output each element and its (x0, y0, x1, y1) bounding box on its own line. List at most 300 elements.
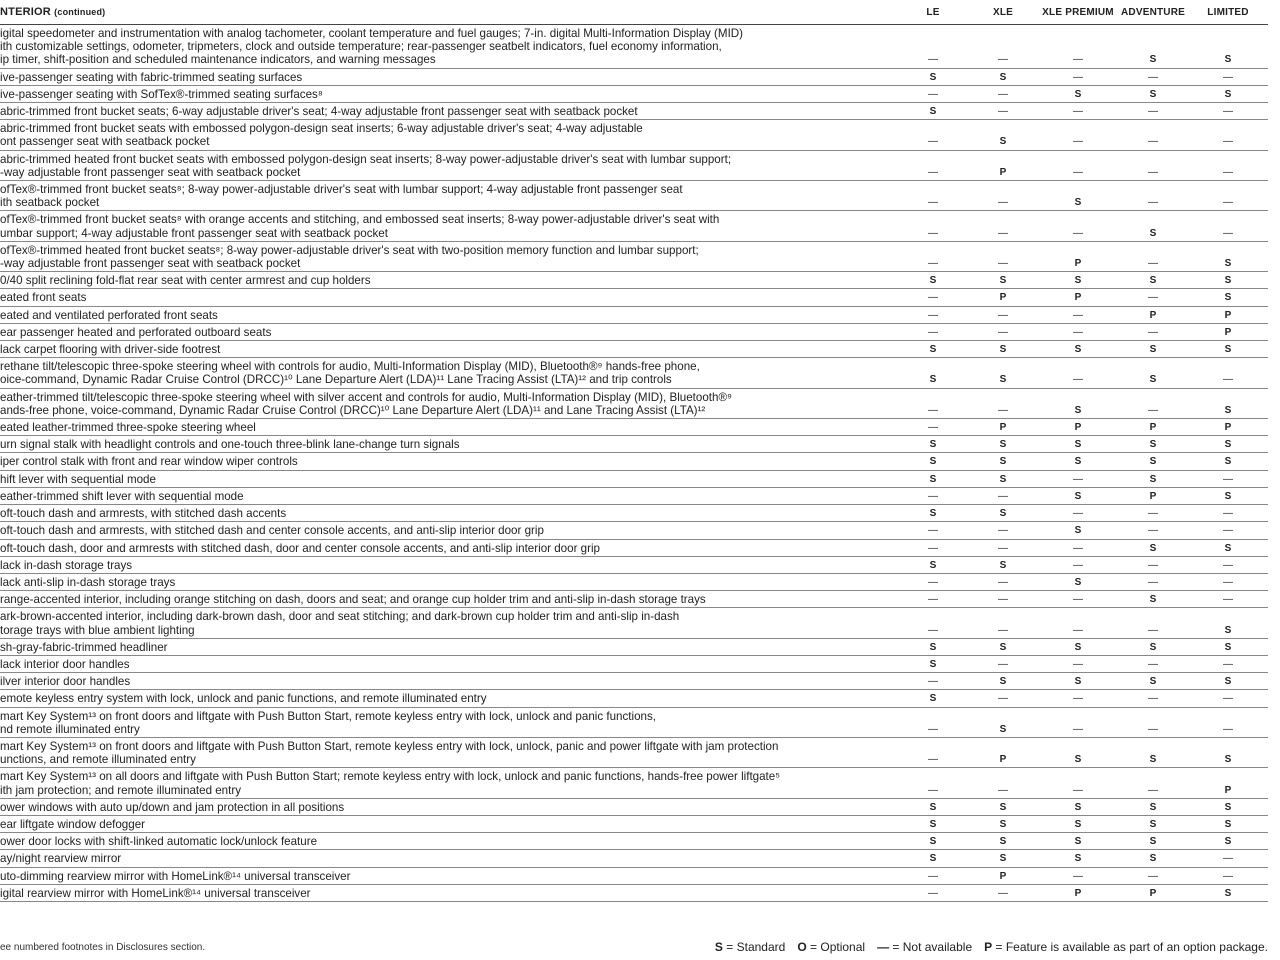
table-row (0, 419, 1268, 436)
availability-limited: S (1224, 292, 1232, 304)
feature-description: ay/night rearview mirror (0, 852, 122, 866)
availability-le: — (928, 326, 938, 338)
availability-xle: — (998, 404, 1008, 416)
availability-xle: — (998, 542, 1008, 554)
availability-le: S (929, 508, 937, 520)
availability-adventure: — (1148, 576, 1158, 588)
availability-xle: — (998, 784, 1008, 796)
legend-item-optional: O = Optional (797, 940, 866, 954)
availability-limited: — (1223, 106, 1233, 118)
availability-adventure: S (1149, 641, 1157, 653)
availability-xle: S (999, 559, 1007, 571)
availability-le: — (928, 754, 938, 766)
availability-le: — (928, 166, 938, 178)
availability-adventure: — (1148, 166, 1158, 178)
table-row (0, 341, 1268, 358)
availability-xle-premium: P (1074, 887, 1082, 899)
availability-adventure: S (1149, 227, 1157, 239)
availability-adventure: — (1148, 136, 1158, 148)
table-row (0, 540, 1268, 557)
availability-limited: — (1223, 473, 1233, 485)
availability-limited: S (1224, 887, 1232, 899)
availability-limited: — (1223, 853, 1233, 865)
feature-description: lack anti-slip in-dash storage trays (0, 575, 176, 589)
availability-limited: P (1224, 784, 1232, 796)
availability-adventure: — (1148, 292, 1158, 304)
availability-limited: P (1224, 422, 1232, 434)
feature-description: abric-trimmed heated front bucket seats with embossed polygon-design seat inserts; 8-way power-adjustable driver's seat with lumbar support; -way adjustable front passenger seat with seatback pocket (0, 152, 732, 179)
legend-item-not-available: — = Not available (877, 940, 973, 954)
availability-xle-premium: S (1074, 344, 1082, 356)
availability-xle-premium: S (1074, 456, 1082, 468)
availability-xle-premium: S (1074, 275, 1082, 287)
availability-adventure: S (1149, 88, 1157, 100)
table-row (0, 242, 1268, 272)
availability-xle-premium: — (1073, 594, 1083, 606)
availability-xle-premium: — (1073, 106, 1083, 118)
table-row (0, 389, 1268, 419)
table-row (0, 25, 1268, 69)
availability-le: S (929, 658, 937, 670)
availability-xle: — (998, 887, 1008, 899)
feature-description: range-accented interior, including orange stitching on dash, doors and seat; and orange cup holder trim and anti-slip in-dash storage trays (0, 593, 706, 607)
table-row (0, 69, 1268, 86)
table-row (0, 639, 1268, 656)
table-row (0, 307, 1268, 324)
availability-le: S (929, 439, 937, 451)
availability-adventure: S (1149, 456, 1157, 468)
table-row (0, 708, 1268, 738)
footnote-note: ee numbered footnotes in Disclosures section. (0, 941, 206, 953)
availability-xle: — (998, 258, 1008, 270)
availability-xle: S (999, 853, 1007, 865)
availability-xle-premium: S (1074, 490, 1082, 502)
feature-description: eather-trimmed shift lever with sequential mode (0, 489, 244, 503)
availability-adventure: — (1148, 197, 1158, 209)
availability-xle: S (999, 344, 1007, 356)
table-row (0, 272, 1268, 289)
feature-description: ower door locks with shift-linked automatic lock/unlock feature (0, 835, 318, 849)
table-row (0, 86, 1268, 103)
availability-limited: — (1223, 658, 1233, 670)
availability-le: — (928, 723, 938, 735)
availability-limited: — (1223, 71, 1233, 83)
table-header (0, 0, 1268, 25)
availability-xle-premium: — (1073, 309, 1083, 321)
availability-adventure: — (1148, 258, 1158, 270)
availability-le: S (929, 853, 937, 865)
feature-description: oft-touch dash and armrests, with stitched dash and center console accents, and anti-slip interior door grip (0, 524, 544, 538)
table-row (0, 816, 1268, 833)
availability-limited: — (1223, 525, 1233, 537)
feature-description: ilver interior door handles (0, 675, 131, 689)
availability-xle: S (999, 374, 1007, 386)
feature-description: mart Key System¹³ on front doors and liftgate with Push Button Start, remote keyless entry with lock, unlock, panic and power liftgate with jam protection unctions, and remote illuminated entry (0, 739, 779, 767)
table-row (0, 557, 1268, 574)
availability-xle-premium: — (1073, 508, 1083, 520)
availability-limited: S (1224, 490, 1232, 502)
availability-xle-premium: S (1074, 676, 1082, 688)
availability-xle-premium: P (1074, 422, 1082, 434)
table-row (0, 436, 1268, 453)
availability-xle-premium: — (1073, 166, 1083, 178)
section-title-text: NTERIOR (0, 6, 51, 18)
availability-limited: S (1224, 456, 1232, 468)
table-row (0, 885, 1268, 902)
availability-xle-premium: S (1074, 525, 1082, 537)
availability-xle: P (999, 166, 1007, 178)
table-row (0, 358, 1268, 388)
availability-le: — (928, 887, 938, 899)
availability-xle: S (999, 508, 1007, 520)
availability-adventure: S (1149, 473, 1157, 485)
availability-xle: S (999, 641, 1007, 653)
availability-le: — (928, 54, 938, 66)
availability-xle-premium: S (1074, 404, 1082, 416)
availability-limited: — (1223, 559, 1233, 571)
availability-xle: S (999, 818, 1007, 830)
availability-limited: — (1223, 166, 1233, 178)
feature-table-body (0, 25, 1268, 902)
availability-adventure: — (1148, 508, 1158, 520)
availability-xle-premium: S (1074, 641, 1082, 653)
availability-le: — (928, 490, 938, 502)
availability-xle-premium: — (1073, 326, 1083, 338)
availability-adventure: S (1149, 836, 1157, 848)
availability-limited: P (1224, 326, 1232, 338)
availability-adventure: P (1149, 422, 1157, 434)
table-row (0, 181, 1268, 211)
availability-le: — (928, 88, 938, 100)
availability-le: S (929, 473, 937, 485)
availability-xle-premium: P (1074, 258, 1082, 270)
availability-le: — (928, 292, 938, 304)
feature-description: eated front seats (0, 291, 87, 305)
availability-limited: — (1223, 693, 1233, 705)
availability-xle: — (998, 525, 1008, 537)
availability-le: — (928, 624, 938, 636)
table-row (0, 833, 1268, 850)
availability-xle: P (999, 422, 1007, 434)
availability-adventure: — (1148, 326, 1158, 338)
table-row (0, 471, 1268, 488)
availability-xle: — (998, 54, 1008, 66)
availability-le: — (928, 227, 938, 239)
legend-item-standard: S = Standard (714, 940, 786, 954)
availability-adventure: — (1148, 723, 1158, 735)
availability-limited: S (1224, 439, 1232, 451)
table-row (0, 768, 1268, 798)
availability-adventure: S (1149, 818, 1157, 830)
availability-adventure: S (1149, 344, 1157, 356)
availability-xle: P (999, 870, 1007, 882)
availability-xle-premium: S (1074, 754, 1082, 766)
legend-item-package: P = Feature is available as part of an option package. (984, 940, 1268, 954)
availability-adventure: — (1148, 525, 1158, 537)
availability-xle-premium: — (1073, 473, 1083, 485)
availability-xle: S (999, 473, 1007, 485)
availability-xle-premium: — (1073, 54, 1083, 66)
section-subtitle: (continued) (54, 7, 106, 17)
availability-le: — (928, 197, 938, 209)
availability-adventure: P (1149, 887, 1157, 899)
feature-description: igital rearview mirror with HomeLink®¹⁴ universal transceiver (0, 886, 311, 900)
availability-limited: — (1223, 870, 1233, 882)
feature-description: iper control stalk with front and rear window wiper controls (0, 455, 298, 469)
availability-le: S (929, 344, 937, 356)
availability-limited: S (1224, 624, 1232, 636)
footer (0, 938, 1268, 956)
availability-adventure: S (1149, 542, 1157, 554)
availability-adventure: — (1148, 870, 1158, 882)
section-title (0, 6, 898, 18)
availability-le: — (928, 576, 938, 588)
availability-xle: S (999, 275, 1007, 287)
availability-limited: — (1223, 374, 1233, 386)
availability-xle: — (998, 576, 1008, 588)
availability-xle-premium: — (1073, 71, 1083, 83)
availability-adventure: — (1148, 559, 1158, 571)
feature-description: oft-touch dash and armrests, with stitched dash accents (0, 507, 287, 521)
table-row (0, 574, 1268, 591)
availability-le: — (928, 870, 938, 882)
availability-adventure: — (1148, 106, 1158, 118)
availability-le: S (929, 106, 937, 118)
availability-limited: S (1224, 344, 1232, 356)
availability-le: S (929, 456, 937, 468)
availability-le: — (928, 136, 938, 148)
feature-description: eated leather-trimmed three-spoke steering wheel (0, 421, 256, 435)
column-header-limited: LIMITED (1207, 6, 1249, 18)
availability-adventure: S (1149, 676, 1157, 688)
table-row (0, 656, 1268, 673)
availability-xle-premium: — (1073, 693, 1083, 705)
availability-limited: S (1224, 754, 1232, 766)
table-row (0, 738, 1268, 768)
table-row (0, 690, 1268, 707)
availability-limited: S (1224, 641, 1232, 653)
feature-description: ofTex®-trimmed front bucket seats⁸; 8-way power-adjustable driver's seat with lumbar support; 4-way adjustable front passenger seat ith seatback pocket (0, 183, 683, 210)
availability-le: S (929, 559, 937, 571)
feature-description: rethane tilt/telescopic three-spoke steering wheel with controls for audio, Multi-Information Display (MID), Bluetooth®⁹ hands-free phone, oice-command, Dynamic Radar Cruise Control (DRCC)¹⁰ Lane Departure Alert (LDA)¹¹ Lane Tracing Assist (LTA)¹² and trip controls (0, 360, 700, 387)
availability-adventure: — (1148, 784, 1158, 796)
availability-adventure: S (1149, 853, 1157, 865)
availability-xle: S (999, 836, 1007, 848)
availability-le: S (929, 71, 937, 83)
table-row (0, 324, 1268, 341)
feature-description: lack interior door handles (0, 657, 130, 671)
availability-xle: — (998, 197, 1008, 209)
availability-le: — (928, 309, 938, 321)
availability-xle: S (999, 71, 1007, 83)
availability-xle-premium: S (1074, 853, 1082, 865)
availability-xle-premium: S (1074, 818, 1082, 830)
feature-description: abric-trimmed front bucket seats with embossed polygon-design seat inserts; 6-way adjustable driver's seat; 4-way adjustable ont passenger seat with seatback pocket (0, 122, 643, 149)
table-row (0, 591, 1268, 608)
table-row (0, 522, 1268, 539)
table-row (0, 505, 1268, 522)
availability-limited: S (1224, 818, 1232, 830)
availability-le: S (929, 801, 937, 813)
availability-xle-premium: — (1073, 374, 1083, 386)
legend (715, 940, 1268, 954)
table-row (0, 103, 1268, 120)
availability-xle: S (999, 723, 1007, 735)
feature-description: ive-passenger seating with fabric-trimmed seating surfaces (0, 70, 303, 84)
table-row (0, 488, 1268, 505)
feature-description: eather-trimmed tilt/telescopic three-spoke steering wheel with silver accent and controls for audio, Multi-Information Display (MID), Bluetooth®⁹ ands-free phone, voice-command, Dynamic Radar Cruise Control (DRCC)¹⁰ Lane Departure Alert (LDA)¹¹ and Lane Tracing Assist (LTA)¹² (0, 390, 732, 417)
availability-limited: S (1224, 404, 1232, 416)
feature-description: sh-gray-fabric-trimmed headliner (0, 640, 168, 654)
column-header-xle-premium: XLE PREMIUM (1042, 6, 1114, 18)
availability-limited: — (1223, 227, 1233, 239)
availability-xle-premium: S (1074, 88, 1082, 100)
availability-le: — (928, 594, 938, 606)
availability-limited: S (1224, 836, 1232, 848)
availability-xle-premium: — (1073, 723, 1083, 735)
feature-description: eated and ventilated perforated front seats (0, 308, 218, 322)
availability-xle-premium: — (1073, 227, 1083, 239)
availability-xle: P (999, 754, 1007, 766)
table-row (0, 211, 1268, 241)
availability-le: S (929, 818, 937, 830)
availability-xle-premium: S (1074, 439, 1082, 451)
feature-description: lack carpet flooring with driver-side footrest (0, 343, 221, 357)
availability-xle-premium: — (1073, 658, 1083, 670)
availability-le: S (929, 641, 937, 653)
availability-adventure: — (1148, 693, 1158, 705)
table-row (0, 850, 1268, 867)
availability-adventure: S (1149, 801, 1157, 813)
availability-adventure: — (1148, 624, 1158, 636)
availability-xle: S (999, 801, 1007, 813)
table-row (0, 120, 1268, 150)
availability-limited: S (1224, 88, 1232, 100)
availability-xle: S (999, 439, 1007, 451)
feature-description: ower windows with auto up/down and jam protection in all positions (0, 800, 345, 814)
availability-adventure: S (1149, 54, 1157, 66)
availability-adventure: — (1148, 71, 1158, 83)
availability-adventure: P (1149, 490, 1157, 502)
availability-adventure: — (1148, 658, 1158, 670)
feature-description: igital speedometer and instrumentation with analog tachometer, coolant temperature and fuel gauges; 7-in. digital Multi-Information Display (MID) ith customizable settings, odometer, tripmeters, clock and outside temperature; rear-passenger seatbelt indicators, fuel economy information, ip timer, shift-position and scheduled maintenance indicators, and warning messages (0, 27, 744, 67)
availability-xle: — (998, 594, 1008, 606)
feature-description: ive-passenger seating with SofTex®-trimmed seating surfaces⁸ (0, 87, 323, 101)
column-header-adventure: ADVENTURE (1120, 6, 1186, 18)
availability-xle-premium: — (1073, 136, 1083, 148)
availability-limited: S (1224, 676, 1232, 688)
availability-xle-premium: S (1074, 836, 1082, 848)
feature-description: mart Key System¹³ on all doors and liftgate with Push Button Start; remote keyless entry with lock, unlock and panic functions, hands-free power liftgate⁵ ith jam protection; and remote illuminated entry (0, 770, 781, 797)
availability-xle-premium: — (1073, 870, 1083, 882)
availability-xle-premium: S (1074, 801, 1082, 813)
availability-le: S (929, 275, 937, 287)
feature-description: oft-touch dash, door and armrests with stitched dash, door and center console accents, and anti-slip interior door grip (0, 541, 600, 555)
feature-description: 0/40 split reclining fold-flat rear seat with center armrest and cup holders (0, 274, 371, 288)
table-row (0, 453, 1268, 470)
availability-adventure: S (1149, 594, 1157, 606)
feature-description: mart Key System¹³ on front doors and liftgate with Push Button Start, remote keyless entry with lock, unlock and panic functions, nd remote illuminated entry (0, 709, 656, 736)
feature-description: uto-dimming rearview mirror with HomeLink®¹⁴ universal transceiver (0, 869, 351, 883)
availability-le: S (929, 836, 937, 848)
availability-limited: S (1224, 275, 1232, 287)
availability-xle: — (998, 106, 1008, 118)
availability-limited: — (1223, 594, 1233, 606)
availability-le: S (929, 374, 937, 386)
feature-description: ofTex®-trimmed front bucket seats⁸ with orange accents and stitching, and embossed seat inserts; 8-way power-adjustable driver's seat with umbar support; 4-way adjustable front passenger seat with seatback pocket (0, 213, 720, 240)
feature-description: hift lever with sequential mode (0, 472, 156, 486)
availability-xle-premium: — (1073, 542, 1083, 554)
availability-xle: — (998, 309, 1008, 321)
availability-adventure: S (1149, 275, 1157, 287)
availability-xle: — (998, 227, 1008, 239)
availability-le: — (928, 784, 938, 796)
availability-xle-premium: — (1073, 784, 1083, 796)
availability-xle-premium: S (1074, 576, 1082, 588)
availability-xle: S (999, 136, 1007, 148)
feature-description: ofTex®-trimmed heated front bucket seats⁸; 8-way power-adjustable driver's seat with two-position memory function and lumbar support; -way adjustable front passenger seat with seatback pocket (0, 243, 699, 271)
column-header-xle: XLE (992, 6, 1014, 18)
availability-xle-premium: P (1074, 292, 1082, 304)
table-row (0, 799, 1268, 816)
availability-xle: — (998, 658, 1008, 670)
availability-xle: S (999, 676, 1007, 688)
table-row (0, 608, 1268, 638)
table-row (0, 151, 1268, 181)
availability-xle: — (998, 88, 1008, 100)
availability-le: — (928, 258, 938, 270)
availability-xle: — (998, 490, 1008, 502)
availability-adventure: S (1149, 754, 1157, 766)
availability-xle: — (998, 693, 1008, 705)
availability-xle-premium: — (1073, 559, 1083, 571)
availability-xle: — (998, 326, 1008, 338)
availability-adventure: — (1148, 404, 1158, 416)
feature-description: ear passenger heated and perforated outboard seats (0, 325, 272, 339)
table-row (0, 289, 1268, 306)
availability-limited: S (1224, 542, 1232, 554)
availability-xle: P (999, 292, 1007, 304)
feature-description: ark-brown-accented interior, including dark-brown dash, door and seat stitching; and dark-brown cup holder trim and anti-slip in-dash torage trays with blue ambient lighting (0, 610, 680, 637)
availability-le: — (928, 525, 938, 537)
availability-adventure: P (1149, 309, 1157, 321)
availability-xle: S (999, 456, 1007, 468)
table-row (0, 673, 1268, 690)
availability-le: — (928, 404, 938, 416)
availability-le: — (928, 422, 938, 434)
availability-limited: — (1223, 723, 1233, 735)
availability-adventure: S (1149, 439, 1157, 451)
availability-limited: — (1223, 576, 1233, 588)
availability-limited: S (1224, 258, 1232, 270)
availability-limited: — (1223, 136, 1233, 148)
availability-xle-premium: — (1073, 624, 1083, 636)
feature-description: urn signal stalk with headlight controls and one-touch three-blink lane-change turn signals (0, 438, 460, 452)
availability-xle-premium: S (1074, 197, 1082, 209)
availability-adventure: S (1149, 374, 1157, 386)
availability-le: — (928, 542, 938, 554)
availability-le: — (928, 676, 938, 688)
feature-description: ear liftgate window defogger (0, 817, 146, 831)
availability-limited: S (1224, 801, 1232, 813)
feature-description: emote keyless entry system with lock, unlock and panic functions, and remote illuminated entry (0, 692, 487, 706)
feature-description: abric-trimmed front bucket seats; 6-way adjustable driver's seat; 4-way adjustable front passenger seat with seatback pocket (0, 105, 638, 119)
availability-le: S (929, 693, 937, 705)
feature-description: lack in-dash storage trays (0, 558, 133, 572)
table-row (0, 868, 1268, 885)
column-header-le: LE (926, 6, 940, 18)
availability-limited: — (1223, 508, 1233, 520)
